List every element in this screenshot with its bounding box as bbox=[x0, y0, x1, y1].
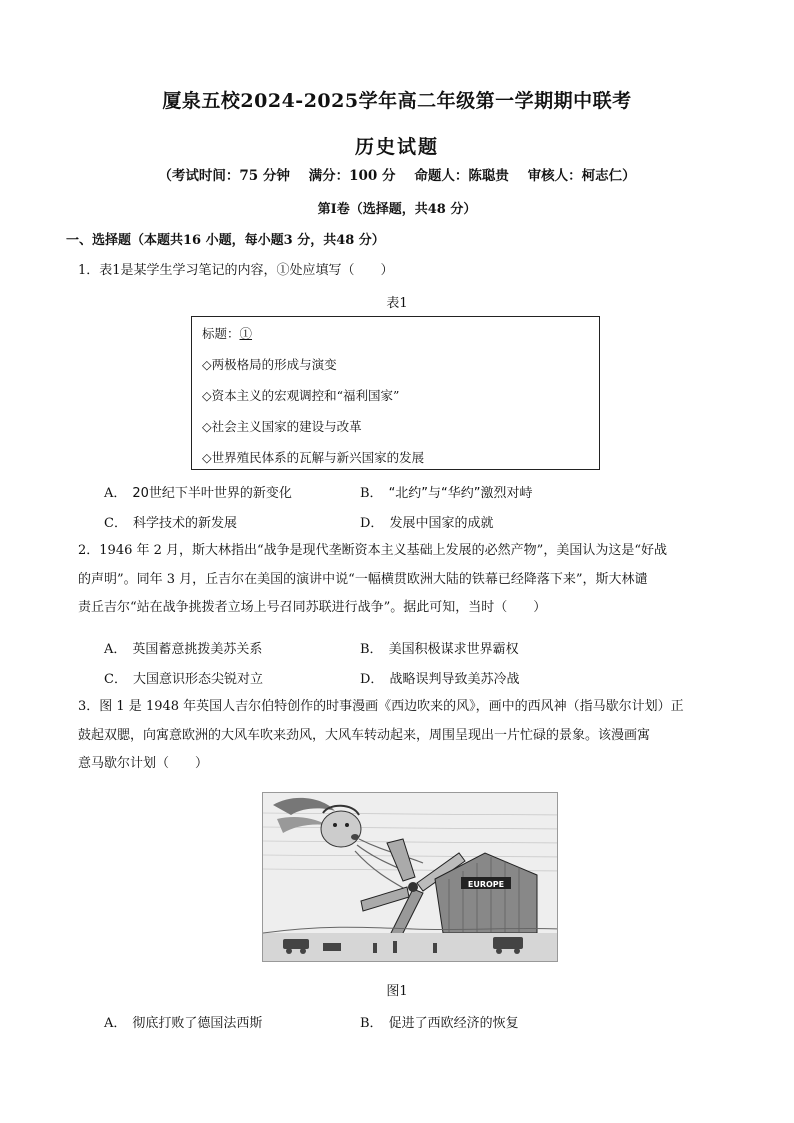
notes-table-title bbox=[202, 324, 252, 342]
q2-stem bbox=[78, 537, 728, 623]
q3-stem bbox=[78, 693, 728, 779]
notes-table-row: ◇资本主义的宏观调控和“福利国家” bbox=[202, 388, 400, 403]
notes-table-title-blank: ① bbox=[239, 326, 253, 341]
q3-option-b: B． 促进了西欧经济的恢复 bbox=[360, 1016, 519, 1031]
notes-table-row: ◇两极格局的形成与演变 bbox=[202, 357, 337, 372]
q1-option-a: A． 20世纪下半叶世界的新变化 bbox=[104, 486, 292, 501]
q2-option-b: B． 美国积极谋求世界霸权 bbox=[360, 642, 519, 657]
exam-subject: 历史试题 bbox=[354, 136, 439, 158]
notes-table bbox=[191, 316, 600, 470]
q1-option-c: C． 科学技术的新发展 bbox=[104, 516, 237, 531]
marshall-plan-cartoon bbox=[262, 792, 558, 962]
q3-stem-line: 鼓起双腮，向寓意欧洲的大风车吹来劲风，大风车转动起来，周围呈现出一片忙碌的景象。该漫画寓 bbox=[78, 727, 651, 743]
q2-option-c: C． 大国意识形态尖锐对立 bbox=[104, 672, 263, 687]
q2-stem-line: 2．1946 年 2 月，斯大林指出“战争是现代垄断资本主义基础上发展的必然产物”，美国认为这是“好战 bbox=[78, 543, 667, 558]
figure-caption: 图1 bbox=[386, 984, 408, 999]
q3-stem-line: 意马歇尔计划（ ） bbox=[78, 756, 209, 771]
volume-heading: 第Ⅰ卷（选择题，共48 分） bbox=[317, 202, 477, 217]
table-caption: 表1 bbox=[386, 296, 408, 311]
q1-option-d: D． 发展中国家的成就 bbox=[360, 516, 494, 531]
section-heading: 一、选择题（本题共16 小题，每小题3 分，共48 分） bbox=[66, 233, 385, 248]
notes-table-row: ◇社会主义国家的建设与改革 bbox=[202, 419, 362, 434]
q2-stem-line: 的声明”。同年 3 月，丘吉尔在美国的演讲中说“一幅横贯欧洲大陆的铁幕已经降落下来”，斯大林谴 bbox=[78, 571, 648, 587]
notes-table-title-prefix: 标题： bbox=[202, 326, 240, 341]
cartoon-illustration bbox=[263, 793, 558, 962]
notes-table-row: ◇世界殖民体系的瓦解与新兴国家的发展 bbox=[202, 450, 425, 465]
q3-option-a: A． 彻底打败了德国法西斯 bbox=[104, 1016, 263, 1031]
cartoon-europe-label: EUROPE bbox=[467, 880, 505, 889]
q3-stem-line: 3．图 1 是 1948 年英国人吉尔伯特创作的时事漫画《西边吹来的风》，画中的西风神（指马歇尔计划）正 bbox=[78, 699, 684, 714]
exam-meta-info: （考试时间：75 分钟 满分：100 分 命题人：陈聪贵 审核人：柯志仁） bbox=[158, 168, 636, 184]
q2-option-a: A． 英国蓄意挑拨美苏关系 bbox=[104, 642, 263, 657]
q2-option-d: D． 战略误判导致美苏冷战 bbox=[360, 672, 520, 687]
q2-stem-line: 责丘吉尔“站在战争挑拨者立场上号召同苏联进行战争”。据此可知，当时（ ） bbox=[78, 600, 547, 615]
q1-stem: 1．表1是某学生学习笔记的内容，①处应填写（ ） bbox=[78, 263, 394, 278]
exam-title: 厦泉五校2024-2025学年高二年级第一学期期中联考 bbox=[162, 90, 632, 112]
q1-option-b: B． “北约”与“华约”激烈对峙 bbox=[360, 486, 533, 501]
